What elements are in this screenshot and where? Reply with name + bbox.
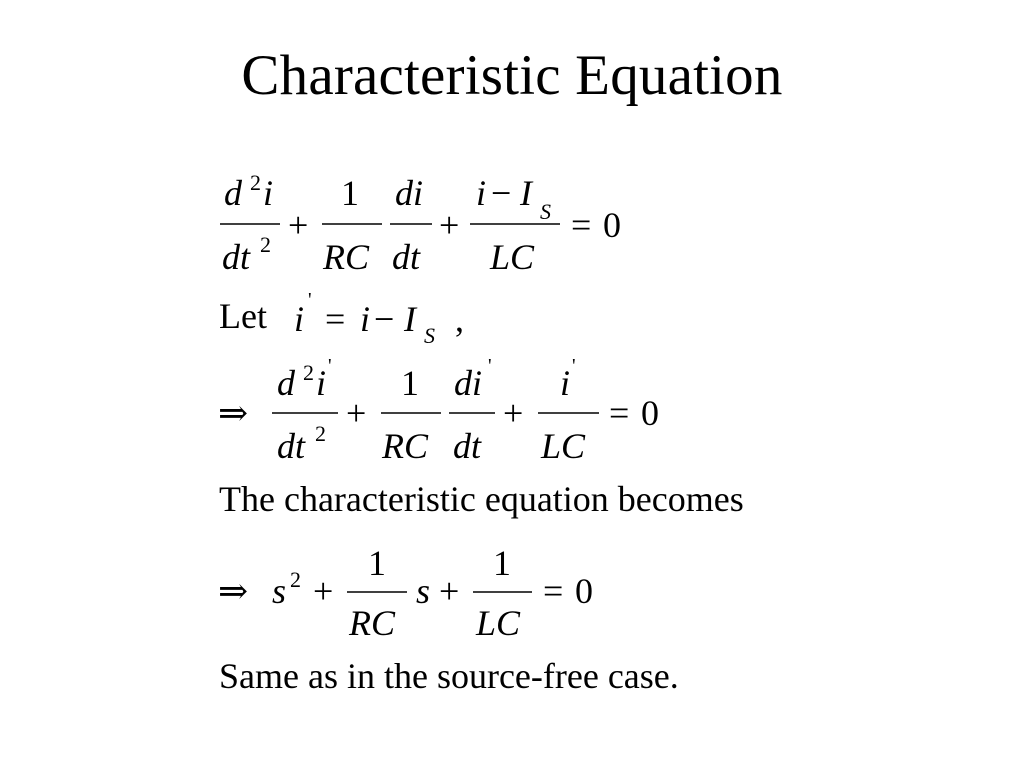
- eq1-term1-num-exp: 2: [250, 170, 261, 195]
- eq1-rhs: 0: [603, 205, 621, 245]
- eq4-s2: s: [416, 571, 431, 611]
- eq1-term4-num-i: i: [476, 173, 487, 213]
- eq1-term1-num-d: d: [224, 173, 242, 213]
- eq1-term4-num-minus: −: [491, 173, 512, 213]
- eq4-term2-num: 1: [368, 543, 386, 583]
- eq3-term1-den-dt: dt: [277, 426, 306, 466]
- eq4-plus-2: +: [439, 571, 460, 611]
- eq3-term4-den: LC: [541, 426, 586, 466]
- eq1-term4-num-I: I: [520, 173, 532, 213]
- eq4-exp: 2: [290, 567, 301, 592]
- eq1-term2-den: RC: [323, 237, 370, 277]
- eq1-term3-den: dt: [392, 237, 421, 277]
- eq2-rhs-i: i: [360, 299, 371, 339]
- eq4-equals: =: [543, 571, 564, 611]
- eq3-plus-1: +: [346, 393, 367, 433]
- eq3-term4-num-prime: ': [572, 355, 576, 377]
- conclusion-text: Same as in the source-free case.: [219, 656, 679, 696]
- eq2-equals: =: [325, 299, 346, 339]
- eq1-term1-den-dt: dt: [222, 237, 251, 277]
- eq1-term3-num: di: [395, 173, 424, 213]
- eq1-term4-den: LC: [490, 237, 535, 277]
- eq3-term1-num-d: d: [277, 363, 295, 403]
- eq4-plus-1: +: [313, 571, 334, 611]
- eq1-term1-num-i: i: [263, 173, 274, 213]
- eq1-plus-2: +: [439, 205, 460, 245]
- eq3-term1-num-exp: 2: [303, 360, 314, 385]
- eq1-plus-1: +: [288, 205, 309, 245]
- eq2-comma: ,: [455, 299, 464, 339]
- eq3-term3-num: di: [454, 363, 483, 403]
- eq2-sub: S: [424, 323, 435, 348]
- eq2-lhs-i: i: [294, 299, 305, 339]
- eq1-term1-den-exp: 2: [260, 232, 271, 257]
- eq3-term1-num-prime: ': [328, 355, 332, 377]
- eq1-term4-num-sub: S: [540, 199, 551, 224]
- eq2-rhs-I: I: [404, 299, 416, 339]
- eq3-term1-den-exp: 2: [315, 421, 326, 446]
- eq1-term2-num: 1: [341, 173, 359, 213]
- let-label: Let: [219, 296, 267, 336]
- characteristic-intro-text: The characteristic equation becomes: [219, 479, 744, 519]
- eq2-minus: −: [374, 299, 395, 339]
- eq3-implies-arrow: ⇒: [218, 393, 249, 433]
- eq3-term3-den: dt: [453, 426, 482, 466]
- eq3-plus-2: +: [503, 393, 524, 433]
- eq1-equals: =: [571, 205, 592, 245]
- eq4-term2-den: RC: [349, 603, 396, 643]
- eq4-rhs: 0: [575, 571, 593, 611]
- eq3-term1-num-i: i: [316, 363, 327, 403]
- eq3-term3-num-prime: ': [488, 355, 492, 377]
- eq3-rhs: 0: [641, 393, 659, 433]
- eq3-term4-num: i: [560, 363, 571, 403]
- eq3-equals: =: [609, 393, 630, 433]
- eq4-implies-arrow: ⇒: [218, 571, 249, 611]
- eq4-term3-num: 1: [493, 543, 511, 583]
- eq3-term2-num: 1: [401, 363, 419, 403]
- eq3-term2-den: RC: [382, 426, 429, 466]
- eq4-term3-den: LC: [476, 603, 521, 643]
- slide-title: Characteristic Equation: [241, 44, 783, 107]
- eq4-s: s: [272, 571, 287, 611]
- eq2-prime: ': [308, 289, 312, 311]
